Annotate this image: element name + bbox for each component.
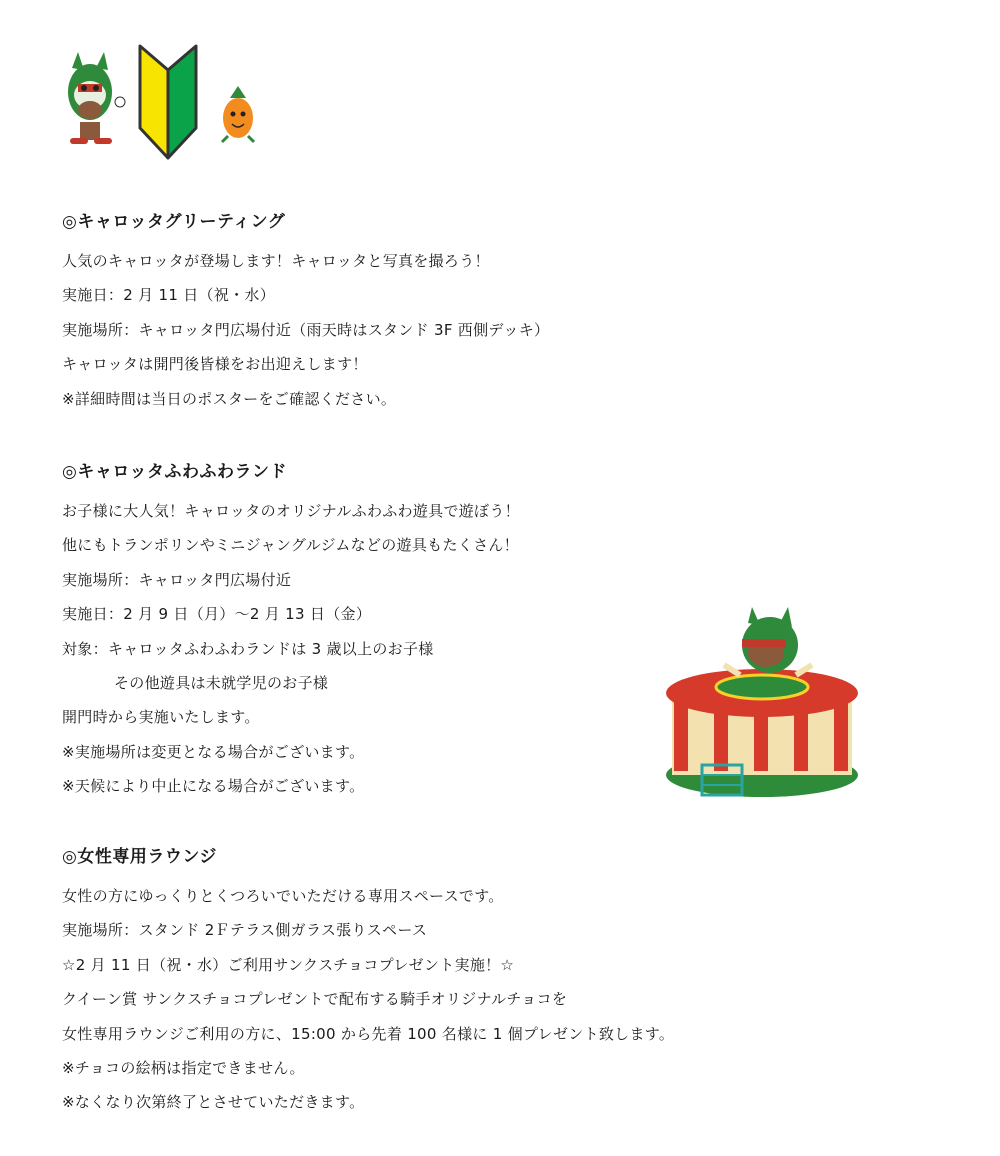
header-illustrations (62, 40, 272, 165)
text-line: 女性の方にゆっくりとくつろいでいただける専用スペースです。 (62, 887, 504, 905)
section-title: ◎キャロッタふわふわランド (62, 462, 287, 482)
text-line: 人気のキャロッタが登場します！キャロッタと写真を撮ろう！ (62, 252, 490, 270)
text-line: ☆2 月 11 日（祝・水）ご利用サンクスチョコプレゼント実施！☆ (62, 955, 515, 974)
bouncy-castle-illustration (662, 605, 862, 805)
text-line: キャロッタは開門後皆様をお出迎えします！ (62, 355, 368, 374)
text-line: クイーン賞 サンクスチョコプレゼントで配布する騎手オリジナルチョコを (62, 990, 568, 1009)
text-line: 実施場所：スタンド 2Ｆテラス側ガラス張りスペース (62, 921, 428, 940)
section-title: ◎キャロッタグリーティング (62, 212, 286, 232)
text-line: 実施場所：キャロッタ門広場付近（雨天時はスタンド 3F 西側デッキ） (62, 320, 550, 339)
text-line: 他にもトランポリンやミニジャングルジムなどの遊具もたくさん！ (62, 536, 519, 555)
section-women-lounge (62, 845, 822, 1120)
text-line: ※チョコの絵柄は指定できません。 (62, 1059, 305, 1078)
text-line: 実施日：2 月 9 日（月）～2 月 13 日（金） (62, 605, 372, 624)
beginner-mark-icon (140, 46, 196, 158)
text-line: 女性専用ラウンジご利用の方に、15:00 から先着 100 名様に 1 個プレゼント致します。 (62, 1024, 675, 1043)
carrot-mascot-icon (222, 86, 254, 142)
text-line: ※なくなり次第終了とさせていただきます。 (62, 1093, 365, 1112)
text-line: 実施日：2 月 11 日（祝・水） (62, 286, 276, 305)
section-title: ◎女性専用ラウンジ (62, 847, 217, 867)
text-line: ※実施場所は変更となる場合がございます。 (62, 742, 365, 761)
text-line: 対象：キャロッタふわふわランドは 3 歳以上のお子様 (62, 639, 434, 658)
text-line: その他遊具は未就学児のお子様 (114, 674, 329, 693)
text-line: 実施場所：キャロッタ門広場付近 (62, 570, 292, 589)
section-carrotta-greeting (62, 210, 822, 416)
text-line: 開門時から実施いたします。 (62, 708, 260, 727)
text-line: ※詳細時間は当日のポスターをご確認ください。 (62, 389, 397, 408)
text-line: ※天候により中止になる場合がございます。 (62, 777, 365, 796)
text-line: お子様に大人気！キャロッタのオリジナルふわふわ遊具で遊ぼう！ (62, 502, 520, 520)
horse-mascot-icon (68, 52, 125, 144)
